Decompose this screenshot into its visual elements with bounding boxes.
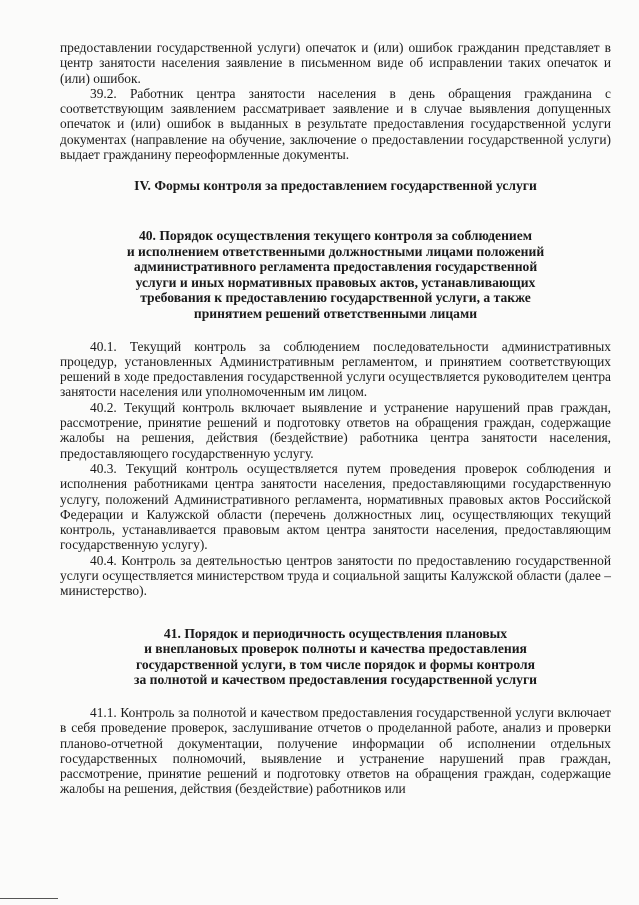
section-40-heading-line: услуги и иных нормативных правовых актов, устанавливающих: [135, 274, 536, 290]
paragraph-40-4: 40.4. Контроль за деятельностью центров занятости по предоставлению государственной услуги осуществляется министерством труда и социальной защиты Калужской области (далее – министерство).: [60, 552, 611, 599]
section-40-heading-line: административного регламента предоставления государственной: [133, 259, 538, 275]
paragraph-40-2: 40.2. Текущий контроль включает выявление и устранение нарушений прав граждан, рассмотрение, принятие решений и подготовку ответов на обращения граждан, содержащие жалобы на решения, действия (бездействие) работника центра занятости населения, предоставляющего государственную услугу.: [60, 399, 611, 461]
paragraph-39-2: 39.2. Работник центра занятости населения в день обращения гражданина с соответствующим заявлением рассматривает заявление и в случае выявления допущенных опечаток и (или) ошибок в выданных в результате предоставления государственной услуги документах (направление на обучение, заключение о предоставлении государственной услуги) выдает гражданину переоформленные документы.: [60, 85, 611, 163]
section-41-heading-line: и внеплановых проверок полноты и качества предоставления: [144, 641, 527, 657]
section-41-heading-line: государственной услуги, в том числе порядок и формы контроля: [136, 656, 535, 672]
paragraph-39-1-continuation: предоставлении государственной услуги) опечаток и (или) ошибок гражданин представляет в центр занятости населения заявление в письменном виде об исправлении таких опечаток и (или) ошибок.: [60, 40, 611, 86]
paragraph-41-1: 41.1. Контроль за полнотой и качеством предоставления государственной услуги включает в себя проведение проверок, заслушивание отчетов о проделанной работе, анализ и проверки планово-отчетной документации, получение информации об исполнении отдельных государственных полномочий, выявление и устранение нарушений прав граждан, рассмотрение, принятие решений и подготовку ответов на обращения граждан, содержащие жалобы на решения, действия (бездействие) работников или: [60, 704, 611, 797]
section-41-heading: [60, 626, 611, 688]
section-40-heading-line: и исполнением ответственными должностными лицами положений: [126, 243, 545, 259]
section-41-heading-line: за полнотой и качеством предоставления государственной услуги: [134, 672, 537, 688]
footer-rule: [0, 898, 58, 899]
section-41-heading-line: 41. Порядок и периодичность осуществления плановых: [163, 625, 508, 641]
paragraph-40-1: 40.1. Текущий контроль за соблюдением последовательности административных процедур, установленных Административным регламентом, и принятием соответствующих решений в ходе предоставления государственной услуги осуществляется руководителем центра занятости населения или уполномоченным им лицом.: [60, 338, 611, 400]
section-iv-heading: IV. Формы контроля за предоставлением государственной услуги: [134, 178, 537, 194]
section-40-heading: [60, 228, 611, 322]
section-40-heading-line: принятием решений ответственными лицами: [193, 305, 478, 321]
paragraph-40-3: 40.3. Текущий контроль осуществляется путем проведения проверок соблюдения и исполнения работниками центра занятости населения, предоставляющими государственную услугу, положений Административного регламента, нормативных правовых актов Российской Федерации и Калужской области (перечень должностных лиц, осуществляющих текущий контроль, устанавливается правовым актом центра занятости населения, предоставляющим государственную услугу).: [60, 460, 611, 553]
section-40-heading-line: 40. Порядок осуществления текущего контроля за соблюдением: [138, 227, 533, 243]
section-40-heading-line: требования к предоставлению государственной услуги, а также: [140, 290, 531, 306]
